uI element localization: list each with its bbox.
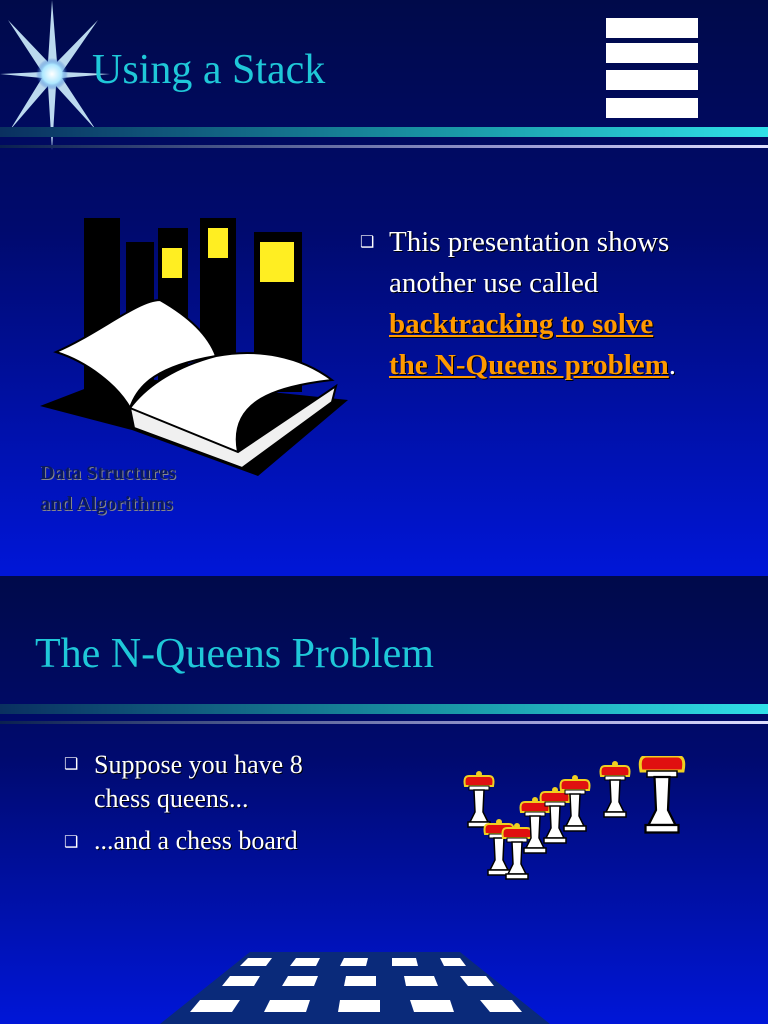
bullet-text — [389, 222, 749, 386]
chess-queens-icon — [455, 756, 695, 921]
bullet-period: . — [668, 349, 677, 381]
slide-title: Using a Stack — [92, 47, 326, 93]
caption-line-1: Data Structures — [40, 462, 176, 484]
caption-line-2: and Algorithms — [40, 493, 173, 515]
title-divider-thin — [0, 145, 768, 148]
title-divider-thin — [0, 721, 768, 724]
bullet-marker: ❑ — [64, 756, 79, 773]
slide-title: The N-Queens Problem — [35, 631, 434, 677]
slide-n-queens-problem — [0, 576, 768, 1024]
bullet-marker: ❑ — [360, 234, 375, 251]
books-icon — [38, 216, 353, 478]
bullet-line: Suppose you have 8 — [94, 750, 303, 779]
chess-board-icon — [160, 952, 550, 1024]
title-divider — [0, 704, 768, 714]
backtracking-link[interactable]: backtracking to solve the N-Queens problem — [389, 308, 669, 381]
stack-icon — [606, 18, 698, 120]
bullet-text-plain: This presentation shows another use called — [389, 226, 670, 299]
title-divider — [0, 127, 768, 137]
bullet-marker: ❑ — [64, 834, 79, 851]
bullet-line: chess queens... — [94, 784, 249, 813]
bullet-item — [94, 824, 298, 858]
caption — [40, 458, 176, 520]
bullet-item — [94, 748, 303, 816]
bullet-line: ...and a chess board — [94, 826, 298, 855]
